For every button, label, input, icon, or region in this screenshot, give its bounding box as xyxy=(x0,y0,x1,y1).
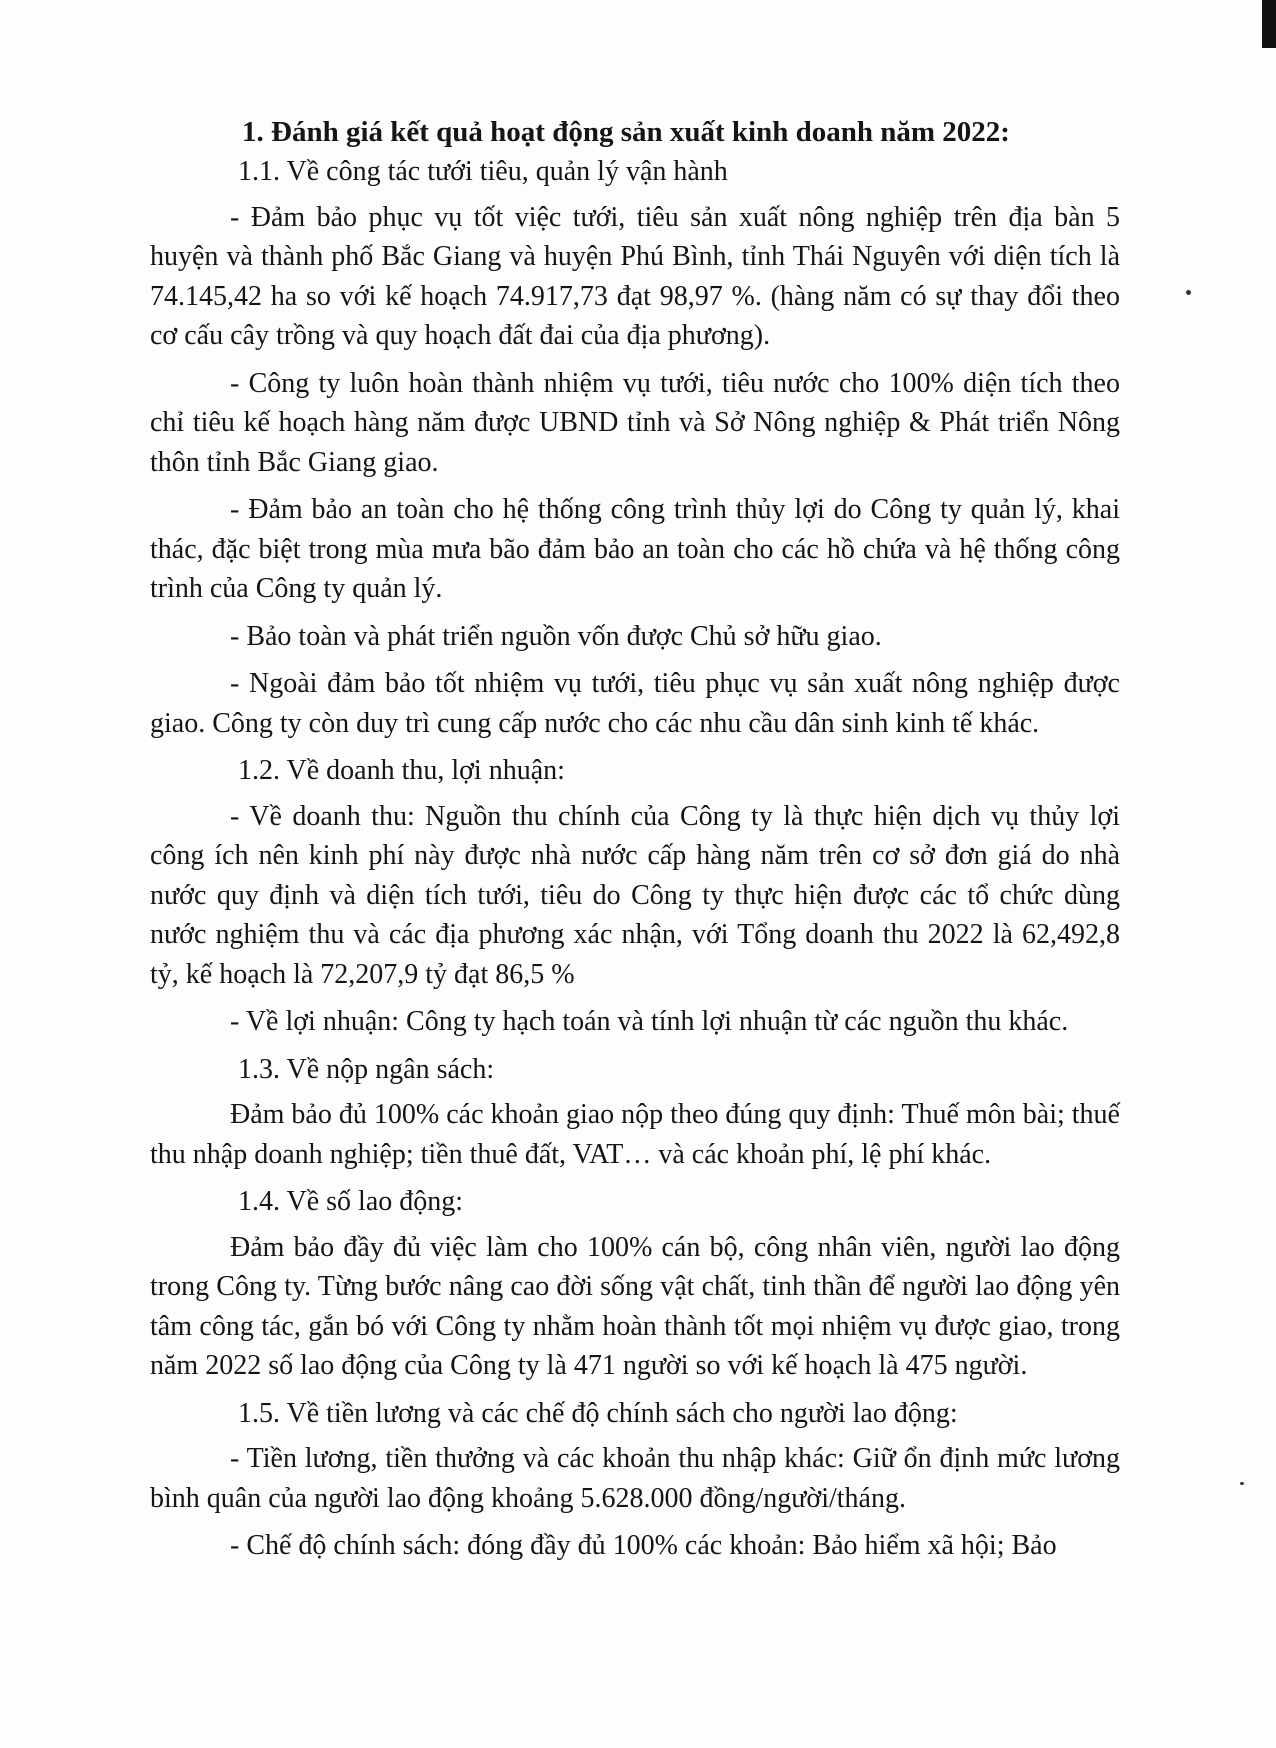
subsection-title: 1.3. Về nộp ngân sách: xyxy=(238,1053,495,1085)
paragraph: - Bảo toàn và phát triển nguồn vốn được Chủ sở hữu giao. xyxy=(230,620,882,652)
paragraph: - Về doanh thu: Nguồn thu chính của Công ty là thực hiện dịch vụ thủy lợi công ích nên kinh phí này được nhà nước cấp hàng năm trên cơ sở đơn giá do nhà nước quy định và diện tích tưới, tiêu do Công ty thực hiện được các tổ chức dùng nước nghiệm thu và các địa phương xác nhận, với Tổng doanh thu 2022 là 62,492,8 tỷ, kế hoạch là 72,207,9 tỷ đạt 86,5 % xyxy=(150,800,1120,990)
scan-speck xyxy=(1240,1482,1244,1485)
paragraph: - Chế độ chính sách: đóng đầy đủ 100% các khoản: Bảo hiểm xã hội; Bảo xyxy=(230,1530,1057,1561)
document-body xyxy=(150,112,1120,1574)
subsection-title: 1.1. Về công tác tưới tiêu, quản lý vận hành xyxy=(238,156,728,187)
scan-speck xyxy=(1186,290,1191,295)
paragraph: - Ngoài đảm bảo tốt nhiệm vụ tưới, tiêu phục vụ sản xuất nông nghiệp được giao. Công ty còn duy trì cung cấp nước cho các nhu cầu dân sinh kinh tế khác. xyxy=(150,668,1120,739)
subsection-title: 1.2. Về doanh thu, lợi nhuận: xyxy=(238,755,565,786)
paragraph: - Tiền lương, tiền thưởng và các khoản thu nhập khác: Giữ ổn định mức lương bình quân của người lao động khoảng 5.628.000 đồng/người/tháng. xyxy=(150,1443,1120,1514)
paragraph: - Đảm bảo an toàn cho hệ thống công trình thủy lợi do Công ty quản lý, khai thác, đặc biệt trong mùa mưa bão đảm bảo an toàn cho các hồ chứa và hệ thống công trình của Công ty quản lý. xyxy=(150,494,1120,604)
paragraph: Đảm bảo đủ 100% các khoản giao nộp theo đúng quy định: Thuế môn bài; thuế thu nhập doanh nghiệp; tiền thuê đất, VAT… và các khoản phí, lệ phí khác. xyxy=(150,1099,1120,1170)
subsection-title: 1.5. Về tiền lương và các chế độ chính sách cho người lao động: xyxy=(238,1397,958,1429)
paragraph: - Về lợi nhuận: Công ty hạch toán và tính lợi nhuận từ các nguồn thu khác. xyxy=(230,1006,1069,1037)
subsection-title: 1.4. Về số lao động: xyxy=(238,1186,464,1217)
scan-edge-mark xyxy=(1262,0,1276,48)
paragraph: - Đảm bảo phục vụ tốt việc tưới, tiêu sản xuất nông nghiệp trên địa bàn 5 huyện và thành phố Bắc Giang và huyện Phú Bình, tỉnh Thái Nguyên với diện tích là 74.145,42 ha so với kế hoạch 74.917,73 đạt 98,97 %. (hàng năm có sự thay đổi theo cơ cấu cây trồng và quy hoạch đất đai của địa phương). xyxy=(150,201,1120,351)
paragraph: - Công ty luôn hoàn thành nhiệm vụ tưới, tiêu nước cho 100% diện tích theo chỉ tiêu kế hoạch hàng năm được UBND tỉnh và Sở Nông nghiệp & Phát triển Nông thôn tỉnh Bắc Giang giao. xyxy=(150,367,1120,478)
paragraph: Đảm bảo đầy đủ việc làm cho 100% cán bộ, công nhân viên, người lao động trong Công ty. Từng bước nâng cao đời sống vật chất, tinh thần để người lao động yên tâm công tác, gắn bó với Công ty nhằm hoàn thành tốt mọi nhiệm vụ được giao, trong năm 2022 số lao động của Công ty là 471 người so với kế hoạch là 475 người. xyxy=(150,1231,1120,1381)
section-heading: 1. Đánh giá kết quả hoạt động sản xuất kinh doanh năm 2022: xyxy=(242,116,1010,148)
